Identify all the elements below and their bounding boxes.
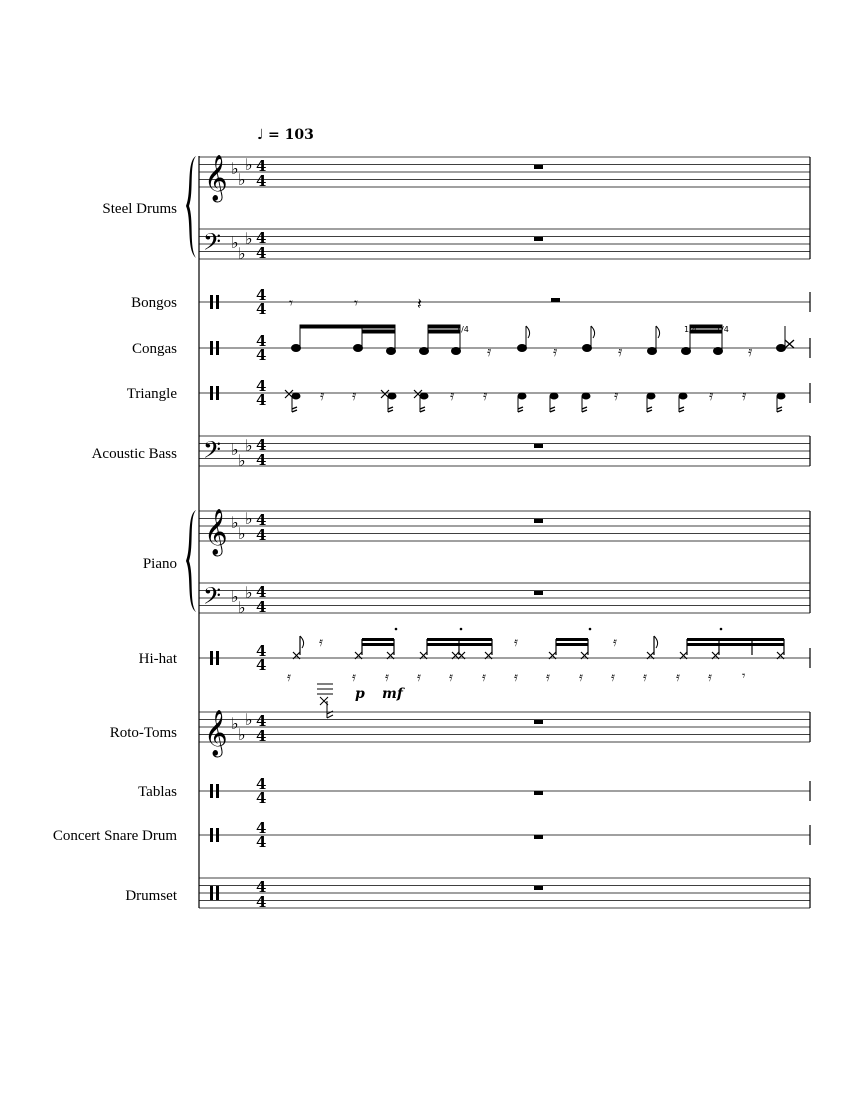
tempo-note-glyph: ♩: [257, 127, 264, 143]
svg-text:𝄿: 𝄿: [352, 670, 356, 685]
time-sig-denominator: 4: [256, 833, 267, 851]
tuplet-label: 1/4: [716, 325, 729, 334]
flat-icon: ♭: [238, 598, 246, 617]
svg-text:𝄿: 𝄿: [611, 670, 615, 685]
staff-label-drumset: Drumset: [125, 888, 177, 904]
quarter-rest-icon: 𝄽: [417, 294, 422, 313]
flat-icon: ♭: [245, 155, 253, 174]
whole-rest: [534, 237, 543, 241]
time-sig-numerator: 4: [256, 286, 267, 304]
brace: [186, 156, 196, 258]
tuplet-label: 1/4: [456, 325, 469, 334]
time-sig-denominator: 4: [256, 893, 267, 911]
sixteenth-rest-icon: 𝄿: [514, 635, 518, 650]
staff-label-piano: Piano: [142, 556, 177, 572]
sixteenth-rest-icon: 𝄿: [709, 388, 714, 404]
flat-icon: ♭: [231, 513, 239, 532]
treble-clef-icon: 𝄞: [204, 710, 228, 756]
sixteenth-rest-icon: 𝄿: [618, 344, 623, 360]
time-sig-numerator: 4: [256, 157, 267, 175]
time-sig-numerator: 4: [256, 377, 267, 395]
time-sig-denominator: 4: [256, 526, 267, 544]
time-sig-numerator: 4: [256, 511, 267, 529]
percussion-clef-icon: [210, 886, 213, 900]
whole-rest: [534, 444, 543, 448]
svg-text:𝄿: 𝄿: [385, 670, 389, 685]
time-sig-numerator: 4: [256, 819, 267, 837]
staff-label-hi-hat: Hi-hat: [138, 651, 177, 667]
percussion-clef-icon: [210, 386, 213, 400]
flat-icon: ♭: [238, 170, 246, 189]
sixteenth-rest-icon: 𝄿: [553, 344, 558, 360]
flat-icon: ♭: [245, 229, 253, 248]
time-sig-denominator: 4: [256, 451, 267, 469]
whole-rest: [534, 165, 543, 169]
dynamic-marking: p: [355, 686, 365, 702]
flat-icon: ♭: [245, 509, 253, 528]
staff-congas: [132, 325, 810, 364]
sixteenth-rest-icon: 𝄿: [614, 388, 619, 404]
staff-label-acoustic-bass: Acoustic Bass: [91, 446, 177, 462]
time-sig-denominator: 4: [256, 598, 267, 616]
svg-text:𝄿: 𝄿: [417, 670, 421, 685]
staff-drumset: [125, 878, 810, 911]
bass-clef-icon: 𝄢: [203, 436, 222, 469]
time-sig-denominator: 4: [256, 244, 267, 262]
tempo-marking: [257, 127, 314, 143]
tempo-text: = 103: [268, 127, 314, 143]
flat-icon: ♭: [245, 436, 253, 455]
eighth-rest-icon: 𝄾: [354, 294, 358, 312]
svg-text:𝄿: 𝄿: [287, 670, 291, 685]
time-sig-numerator: 4: [256, 436, 267, 454]
svg-text:𝄿: 𝄿: [514, 670, 518, 685]
hi-hat-lower-rests: [287, 669, 746, 685]
flat-icon: ♭: [231, 714, 239, 733]
tuplet-label: 1/4: [684, 325, 697, 334]
percussion-clef-icon: [210, 784, 213, 798]
staff-roto-toms: [110, 710, 810, 758]
whole-rest: [534, 791, 543, 795]
staff-label-concert-snare: Concert Snare Drum: [52, 828, 177, 844]
sixteenth-rest-icon: 𝄿: [320, 388, 325, 404]
treble-clef-icon: 𝄞: [204, 509, 228, 555]
staff-tablas: [138, 775, 810, 807]
flat-icon: ♭: [238, 451, 246, 470]
eighth-rest-icon: 𝄾: [289, 294, 293, 312]
flat-icon: ♭: [245, 710, 253, 729]
whole-rest: [534, 835, 543, 839]
staff-label-bongos: Bongos: [131, 295, 177, 311]
staff-triangle: [127, 377, 810, 412]
time-sig-numerator: 4: [256, 583, 267, 601]
sixteenth-rest-icon: 𝄿: [748, 344, 753, 360]
svg-text:𝄿: 𝄿: [579, 670, 583, 685]
time-sig-numerator: 4: [256, 775, 267, 793]
sixteenth-rest-icon: 𝄿: [613, 635, 617, 650]
sixteenth-rest-icon: 𝄿: [450, 388, 455, 404]
whole-rest: [534, 720, 543, 724]
percussion-clef-icon: [210, 651, 213, 665]
time-sig-denominator: 4: [256, 172, 267, 190]
sixteenth-rest-icon: 𝄿: [319, 635, 323, 650]
time-sig-denominator: 4: [256, 300, 267, 318]
svg-text:𝄿: 𝄿: [643, 670, 647, 685]
time-sig-numerator: 4: [256, 712, 267, 730]
flat-icon: ♭: [231, 587, 239, 606]
time-sig-numerator: 4: [256, 332, 267, 350]
time-sig-denominator: 4: [256, 789, 267, 807]
half-rest: [551, 298, 560, 302]
percussion-clef-icon: [210, 341, 213, 355]
sixteenth-rest-icon: 𝄿: [352, 388, 357, 404]
treble-clef-icon: 𝄞: [204, 155, 228, 201]
time-sig-denominator: 4: [256, 391, 267, 409]
svg-text:𝄾: 𝄾: [742, 669, 746, 684]
percussion-clef-icon: [210, 295, 213, 309]
staff-concert-snare: [53, 819, 810, 851]
staff-label-steel-drums: Steel Drums: [102, 201, 177, 217]
whole-rest: [534, 591, 543, 595]
time-sig-denominator: 4: [256, 656, 267, 674]
staff-label-roto-toms: Roto-Toms: [109, 725, 177, 741]
whole-rest: [534, 519, 543, 523]
flat-icon: ♭: [238, 725, 246, 744]
svg-text:𝄿: 𝄿: [482, 670, 486, 685]
svg-text:𝄿: 𝄿: [546, 670, 550, 685]
staff-piano: [143, 509, 810, 617]
time-sig-denominator: 4: [256, 346, 267, 364]
flat-icon: ♭: [231, 159, 239, 178]
bass-clef-icon: 𝄢: [203, 228, 222, 261]
sixteenth-rest-icon: 𝄿: [487, 344, 492, 360]
flat-icon: ♭: [231, 233, 239, 252]
flat-icon: ♭: [238, 244, 246, 263]
percussion-clef-icon: [210, 828, 213, 842]
time-sig-numerator: 4: [256, 229, 267, 247]
svg-text:𝄿: 𝄿: [676, 670, 680, 685]
bass-clef-icon: 𝄢: [203, 582, 222, 615]
sixteenth-rest-icon: 𝄿: [483, 388, 488, 404]
brace: [186, 510, 196, 612]
flat-icon: ♭: [238, 524, 246, 543]
time-sig-numerator: 4: [256, 878, 267, 896]
ledger-lines: [317, 684, 333, 718]
svg-text:𝄿: 𝄿: [449, 670, 453, 685]
dynamic-marking: mf: [382, 686, 403, 702]
staff-steel-drums: [102, 155, 810, 263]
staff-label-triangle: Triangle: [126, 386, 177, 402]
staff-bongos: [131, 286, 810, 318]
time-sig-numerator: 4: [256, 642, 267, 660]
sixteenth-rest-icon: 𝄿: [742, 388, 747, 404]
staff-label-tablas: Tablas: [138, 784, 177, 800]
flat-icon: ♭: [231, 440, 239, 459]
time-sig-denominator: 4: [256, 727, 267, 745]
flat-icon: ♭: [245, 583, 253, 602]
staff-hi-hat: [139, 628, 810, 718]
svg-text:𝄿: 𝄿: [708, 670, 712, 685]
staff-label-congas: Congas: [132, 341, 177, 357]
whole-rest: [534, 886, 543, 890]
